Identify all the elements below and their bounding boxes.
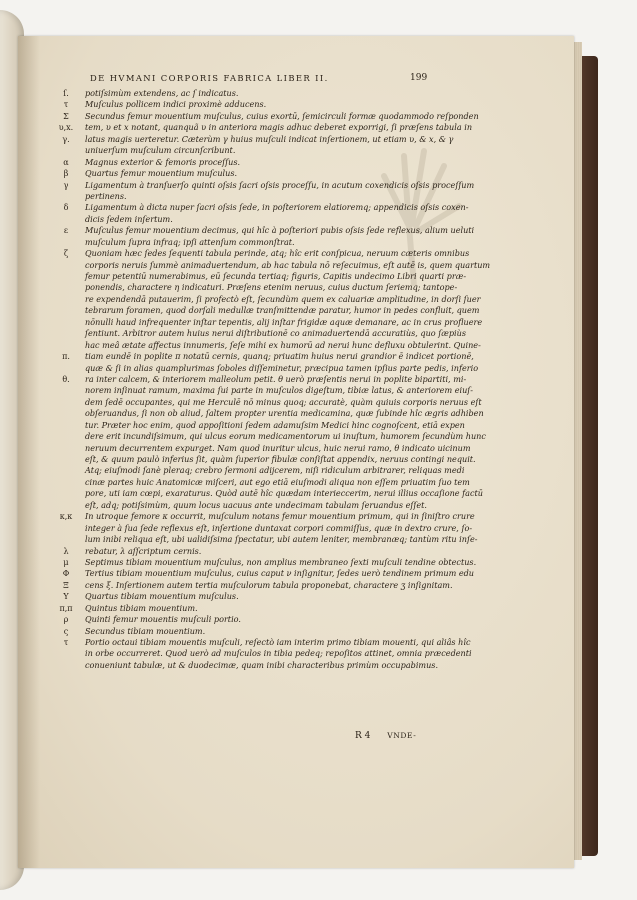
text-line [50,546,450,557]
line-text: neruum decurrentem expurget. Nam quod inuritur ulcus, huic nerui ramo, θ indicato uicinum [85,442,471,453]
line-text: dem ſedē occupantes, qui me Herculē nō minus quoq; accuratè, quàm quiuis corporis neruus eſt [85,396,482,407]
legend-key: β [63,169,69,179]
line-text: latus magis uerteretur. Cæterùm γ huius muſculi indicat inſertionem, ut etiam υ, & x, & γ [85,133,454,144]
text-line [50,88,450,99]
line-text: tem, υ et x notant, quanquã υ in anteriora magis adhuc deberet exporrigi, ſi præſens tabula in [85,122,473,133]
text-line [50,168,450,179]
catchword: VNDE- [387,731,417,740]
text-line [50,225,475,236]
text-line [50,626,450,637]
legend-key: υ,x. [58,123,74,133]
page-footer [355,731,416,741]
text-line [50,271,467,282]
text-line [50,591,450,602]
text-line [50,157,450,168]
line-text: hac meâ ætate affectus innumeris, ſeſe mihi ex humorū ad nerui hunc defluxu obtulerint. Quine- [85,339,481,350]
legend-key: Φ [62,569,70,579]
line-text: Muſculus pollicem indici proximè adducens. [85,99,267,110]
text-line [50,500,450,511]
text-line [50,133,454,145]
line-text: Septimus tibiam mouentium muſculus, non amplius membraneo ſexti muſculi tendine obtectus. [85,556,477,567]
legend-key: ζ [63,249,69,259]
line-text: quæ & ſi in alias quamplurimas ſoboles diſſeminetur, præcipua tamen ipſius parte pedis, inferio [85,362,479,373]
legend-key: λ [63,546,69,556]
legend-key: ſ. [63,89,69,98]
text-line [50,396,482,408]
text-line [50,179,475,191]
text-line [50,419,465,431]
line-text: eſt, & quum paulò inferius ſit, quàm ſuperior fibulæ conſiſtat appendix, neruus contingi nequit. [85,454,476,464]
line-text: Quinti femur mouentis muſculi portio. [85,614,241,625]
text-line [50,442,471,454]
line-text: Quartus femur mouentium muſculus. [85,168,238,179]
text-line [50,351,474,362]
text-line [50,385,474,396]
text-line [50,328,466,339]
page-number: 199 [410,73,428,83]
text-line [50,511,475,522]
text-line [50,259,491,271]
line-text: cens ξ. Inſertionem autem tertia muſculorum tabula proponebat, charactere ʒ inſignitam. [85,579,453,590]
text-line [50,110,479,122]
text-line [50,465,465,476]
text-line [50,488,483,499]
line-text: Portio octaui tibiam mouentis muſculi, reſectò iam interim primo tibiam mouenti, qui aliâs hîc [85,637,471,647]
text-line [50,534,478,545]
text-line [50,568,475,579]
text-line [50,145,450,156]
text-line [50,362,479,374]
text-line [50,454,476,465]
text-line [50,282,458,293]
text-line [50,122,473,133]
line-text: ponendis, charactere η indicaturi. Præſens etenim neruus, cuius ductum ſeriemq; tantope- [85,282,458,293]
line-text: dicis ſedem inſertum. [85,213,173,224]
line-text: tiam eundē in poplite π notatū cernis, quanq; priuatim huius nerui grandior ē indicet portionē, [85,351,474,362]
legend-key: Ξ [63,580,69,590]
line-text: obſeruandus, ſi non ob aliud, ſaltem propter urentia medicamina, quæ ſubinde hîc ægris adhiben [85,408,484,419]
text-line [50,556,477,568]
line-text: Quartus tibiam mouentium muſculus. [85,591,239,602]
line-text: Tertius tibiam mouentium muſculus, cuius caput ν inſignitur, ſedes uerò tendinem primum edu [85,568,475,579]
text-line [50,522,473,534]
legend-key: Σ [63,111,69,121]
line-text: Atq; eiuſmodi ſanè pleraq; crebro ſermoni adijcerem, niſi ridiculum arbitrarer, reliquas medi [85,465,465,476]
text-line [50,648,472,659]
legend-key: δ [63,203,69,213]
line-text: Secundus femur mouentium muſculus, cuius exortū, ſemicirculi formæ quodammodo reſponden [85,110,479,121]
legend-text-block [50,88,491,671]
text-line [50,237,450,248]
line-text: uniuerſum muſculum circunſcribunt. [85,145,236,156]
line-text: Muſculus femur mouentium decimus, qui hîc à poſteriori pubis oſsis ſede reflexus, alium ueluti [85,225,475,236]
text-line [50,660,450,671]
line-text: norem inſinuat ramum, maxima ſui parte in muſculos digeſtum, tibiæ latus, & anteriorem eiuſ- [85,385,474,396]
legend-key: π. [62,352,70,362]
line-text: integer à ſua ſede reflexus eſt, inſertione duntaxat corpori commiſſus, quæ in dextro crure, ſo- [85,522,473,533]
legend-key: π,π [59,603,73,613]
legend-key: Υ [63,592,69,602]
text-line [50,614,450,625]
text-line [50,476,470,488]
line-text: Secundus tibiam mouentium. [85,625,206,636]
text-line [50,339,481,351]
signature-mark: R 4 [355,731,371,741]
line-text: lum inibi reliqua eſt, ubi ualidiſsima ſpectatur, ubi autem leniter, membranæq; tantùm ritu inſe- [85,534,478,545]
text-line [50,202,469,213]
legend-key: γ [63,180,69,190]
line-text: ſentiunt. Arbitror autem huius nerui diſtributionē co animaduertendā accuratiùs, quo ſæpiùs [85,328,466,339]
line-text: pore, uti iam cœpi, exaraturus. Quòd autē hîc quædam interieccerim, nerui illius occaſione factū [85,488,483,499]
line-text: tur. Præter hoc enim, quod appoſitioni ſedem adamuſsim Medici hinc cognoſcent, etiā expen [85,419,465,430]
legend-key: ρ [63,615,69,625]
line-text: Ligamentum à dicta nuper ſacri oſsis ſede, in poſteriorem elatioremq; appendicis oſsis coxen- [85,202,469,213]
legend-key: τ [63,638,69,647]
line-text: potiſsimùm extendens, ac ſ indicatus. [85,88,239,98]
text-line [50,637,471,648]
legend-key: μ [63,557,69,567]
text-line [50,99,450,110]
line-text: re expendendā putauerim, ſi profectò eſt, ſecundùm quem ex caluariæ amplitudine, in dorſi ſuer [85,293,481,304]
legend-key: ς [63,626,69,636]
line-text: in orbe occurreret. Quod uerò ad muſculos in tibia pedeq; repoſitos attinet, omnia præcedenti [85,648,472,659]
legend-key: τ [63,100,69,110]
legend-key: α [63,157,69,167]
line-text: Quintus tibiam mouentium. [85,602,198,613]
text-line [50,373,467,385]
line-text: pertinens. [85,190,127,201]
line-text: corporis neruis ſummè animaduertendum, ab hac tabula nō reſecuimus, eſt autē is, quem quartum [85,259,491,270]
legend-key: κ,κ [59,512,73,522]
line-text: eſt, adq; potiſsimùm, quum locus uacuus ante undecimam tabulam ſeruandus eſſet. [85,499,427,510]
line-text: Magnus exterior & femoris proceſſus. [85,156,241,167]
text-line [50,248,470,259]
line-text: muſculum ſupra infraq; ipſi attenſum commonſtrat. [85,236,295,247]
line-text: rebatur, λ aſſcriptum cernis. [85,545,202,556]
legend-key: γ. [62,134,70,144]
line-text: dere erit incundiſsimum, qui ulcus eorum medicamentorum ui inuſtum, humorem ſecundùm hunc [85,431,486,442]
text-line [50,293,481,305]
legend-key: θ. [62,374,70,384]
line-text: Quoniam hæc ſedes ſequenti tabula perinde, atq; hîc erit conſpicua, neruum cæteris omnibus [85,248,470,259]
text-line [50,316,483,328]
text-line [50,191,450,202]
line-text: ra inter calcem, & interiorem malleolum petit. θ uerò præſentis nerui in poplite bipartiti, mi- [85,373,467,384]
legend-key: ε [63,226,69,236]
text-line [50,431,486,442]
line-text: tebrarum foramen, quod dorſali medullæ tranſmittendæ paratur, humor in pedes confluit, quem [85,305,480,316]
line-text: cinæ partes huic Anatomicæ miſceri, aut ego etiā eiuſmodi aliqua non eſſem priuatim ſuo tem [85,476,470,487]
text-line [50,214,450,225]
line-text: In utroque femore κ occurrit, muſculum notans femur mouentium primum, qui in ſiniſtro crure [85,511,475,522]
gutter-shadow [18,36,40,868]
line-text: conueniunt tabulæ, ut & duodecimæ, quam inibi characteribus primùm occupabimus. [85,659,439,670]
text-line [50,579,453,591]
line-text: nōnulli haud infrequenter inſtar tepentis, alij inſtar frigidæ aquæ demanare, ac in crus profluere [85,316,483,327]
text-line [50,408,484,419]
running-head: DE HVMANI CORPORIS FABRICA LIBER II. [90,73,329,83]
text-line [50,603,450,614]
line-text: femur petentiū numerabimus, eū ſecunda tertiaq; figuris, Capitis undecimo Libri quarti præ- [85,271,467,281]
text-line [50,305,480,316]
line-text: Ligamentum à tranſuerſo quinti oſsis ſacri oſsis proceſſu, in acutum coxendicis oſsis proceſſum [85,179,475,190]
